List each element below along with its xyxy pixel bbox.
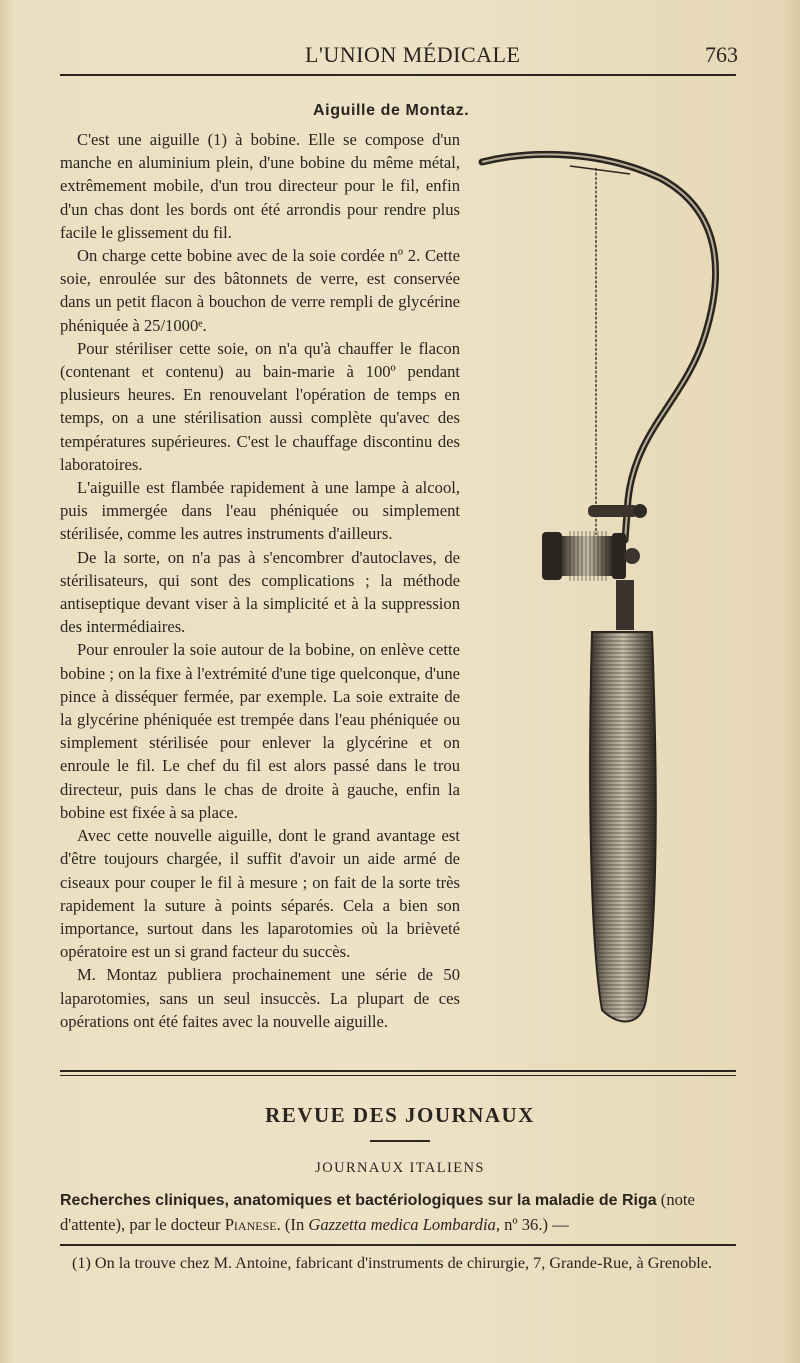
- body-paragraph: M. Montaz publiera prochainement une série de 50 laparotomies, sans un seul insuccès. La plupart de ces opérations ont été faites avec la nouvelle aiguille.: [60, 965, 460, 1031]
- footnote-text: (1) On la trouve chez M. Antoine, fabricant d'instruments de chirurgie, 7, Grande-Rue, à Grenoble.: [72, 1254, 713, 1272]
- section-heading: Aiguille de Montaz.: [313, 102, 470, 119]
- footnote-rule: [60, 1244, 736, 1246]
- body-paragraph: Pour enrouler la soie autour de la bobine, on enlève cette bobine ; on la fixe à l'extrémité d'une tige quelconque, d'une pince à disséquer fermée, par exemple. La soie extraite de la glycérine phéniquée est trempée dans l'eau phéniquée ou simplement stérilisée pour enlever la glycérine et on enroule le fil. Le chef du fil est alors passé dans le trou directeur, puis dans le chas de droite à gauche, enfin la bobine est fixée à sa place.: [60, 640, 460, 822]
- article-title: Recherches cliniques, anatomiques et bactériologiques sur la maladie de Riga: [60, 1192, 657, 1209]
- body-paragraph: Pour stériliser cette soie, on n'a qu'à chauffer le flacon (contenant et contenu) au bain-marie à 100º pendant plusieurs heures. En renouvelant l'opération de temps en temps, on a une stérilisation aussi complète qu'avec des températures supérieures. C'est le chauffage discontinu des laboratoires.: [60, 338, 460, 474]
- header-rule: [60, 74, 736, 76]
- article-text: (note d'attente), par le docteur: [60, 1190, 695, 1234]
- running-head: [0, 38, 800, 68]
- needle-curve: [482, 154, 716, 540]
- article-text-3: nº 36.) —: [500, 1215, 569, 1234]
- body-paragraph: L'aiguille est flambée rapidement à une lampe à alcool, puis immergée dans l'eau phéniquée ou simplement stérilisée, comme les autres instruments d'ailleurs.: [60, 478, 460, 544]
- body-paragraph: Avec cette nouvelle aiguille, dont le grand avantage est d'être toujours chargée, il suffit d'avoir un aide armé de ciseaux pour couper le fil à mesure ; on fait de la sorte très rapidement la suture à points séparés. Cela a bien son importance, surtout dans les laparotomies où la brièveté opératoire est un si grand facteur du succès.: [60, 826, 460, 962]
- revue-article: [60, 1188, 740, 1237]
- page-number: 763: [705, 42, 738, 67]
- article-text-2: . (In: [276, 1215, 309, 1234]
- montaz-needle-illustration: [470, 140, 760, 1040]
- section-rule-thick: [60, 1070, 736, 1072]
- article-journal: Gazzetta medica Lombardia,: [308, 1215, 500, 1234]
- running-title: L'UNION MÉDICALE: [305, 42, 521, 67]
- revue-title: REVUE DES JOURNAUX: [265, 1103, 535, 1127]
- bobbin: [542, 531, 640, 581]
- body-paragraph: C'est une aiguille (1) à bobine. Elle se compose d'un manche en aluminium plein, d'une bobine du même métal, extrêmement mobile, d'un trou directeur pour le fil, enfin d'un chas dont les bords ont été arrondis pour rendre plus facile le glissement du fil.: [60, 130, 460, 242]
- revue-underline: [370, 1140, 430, 1142]
- body-paragraph: On charge cette bobine avec de la soie cordée nº 2. Cette soie, enroulée sur des bâtonnets de verre, est conservée dans un petit flacon à bouchon de verre rempli de glycérine phéniquée à 25/1000ᵉ.: [60, 246, 460, 335]
- section-rule-thin: [60, 1075, 736, 1076]
- journaux-subtitle: JOURNAUX ITALIENS: [315, 1160, 485, 1176]
- article-author: Pianese: [224, 1215, 277, 1234]
- body-paragraph: De la sorte, on n'a pas à s'encombrer d'autoclaves, de stérilisateurs, qui sont des complications ; la méthode antiseptique devant viser à la simplicité et à la suppression des intermédiaires.: [60, 547, 460, 637]
- footnote: [60, 1252, 740, 1275]
- article-body: [60, 128, 460, 1033]
